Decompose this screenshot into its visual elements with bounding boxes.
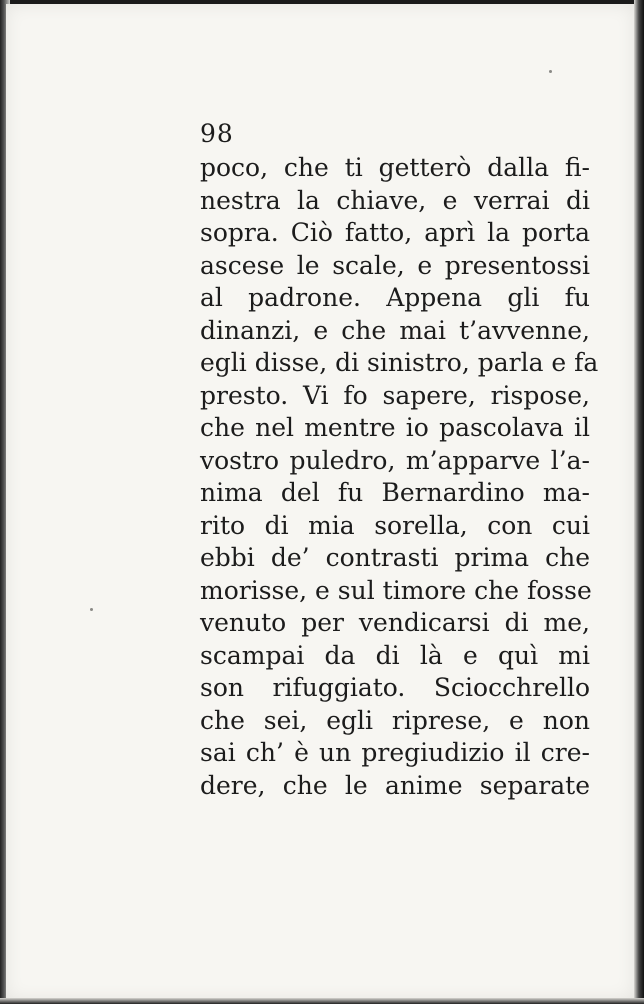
page-text-block [200,118,599,802]
page-number: 98 [200,119,234,148]
book-edge-shadow [634,0,644,1004]
text-line: son rifuggiato. Sciocchrello [200,673,590,702]
text-line: sopra. Ciò fatto, aprì la porta [200,218,590,247]
text-line: nima del fu Bernardino ma- [200,478,590,507]
text-line: morisse, e sul timore che fosse [200,575,592,605]
book-bottom-edge [0,998,644,1004]
text-line: venuto per vendicarsi di me, [200,608,590,637]
text-line: dinanzi, e che mai t’avvenne, [200,315,590,345]
text-line: rito di mia sorella, con cui [200,510,590,540]
text-line: al padrone. Appena gli fu [200,283,590,312]
paper-speck [90,608,93,611]
text-line: ascese le scale, e presentossi [200,250,590,280]
text-line: scampai da di là e quì mi [200,640,590,670]
text-line: sai ch’ è un pregiudizio il cre- [200,738,590,767]
text-line: poco, che ti getterò dalla fi- [200,153,590,182]
text-line: egli disse, di sinistro, parla e fa [200,348,599,377]
paper-speck [549,70,552,73]
text-line: vostro puledro, m’apparve l’a- [200,445,590,475]
text-line: presto. Vi fo sapere, rispose, [200,380,590,410]
text-line: nestra la chiave, e verrai di [200,185,590,215]
text-line: che sei, egli riprese, e non [200,705,590,735]
text-line: che nel mentre io pascolava il [200,413,590,442]
text-line: ebbi de’ contrasti prima che [200,543,590,572]
text-line: dere, che le anime separate [200,770,590,800]
